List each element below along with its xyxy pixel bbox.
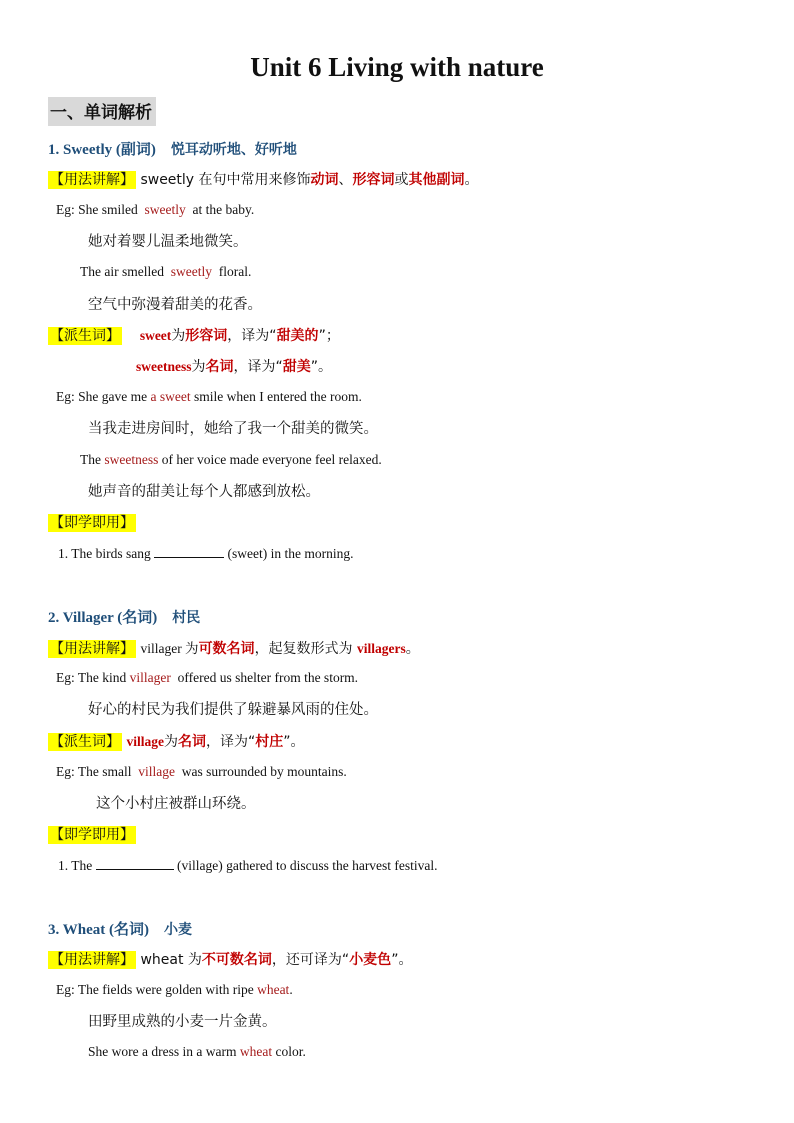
example-sentence	[56, 982, 293, 998]
word-heading-wheat	[48, 918, 192, 939]
usage-tag: 【用法讲解】	[50, 172, 134, 188]
example-sentence	[80, 452, 382, 468]
example-text: .	[289, 982, 293, 997]
example-text: Eg: The kind	[56, 670, 127, 685]
usage-key: 动词	[310, 172, 339, 188]
derivative-word: sweetness	[136, 359, 192, 374]
example-text: She wore a dress in a warm	[88, 1044, 237, 1059]
usage-text: wheat 为	[140, 952, 202, 968]
derivative-line	[48, 731, 304, 751]
example-translation: 空气中弥漫着甜美的花香。	[88, 297, 262, 313]
example-sentence	[56, 670, 358, 686]
usage-text: 或	[394, 172, 409, 188]
example-text: offered us shelter from the storm.	[177, 670, 359, 685]
derivative-line	[136, 356, 332, 376]
example-keyword: wheat	[257, 982, 290, 997]
usage-key: 不可数名词	[201, 952, 272, 968]
derivative-pos: 形容词	[185, 328, 228, 344]
word-heading-sweetly	[48, 138, 297, 159]
example-text: The	[80, 452, 101, 467]
usage-line	[48, 949, 412, 969]
derivative-tag: 【派生词】	[50, 734, 120, 750]
word-heading-cn: 小麦	[163, 922, 192, 938]
example-text: The air smelled	[80, 264, 164, 279]
question-text: 1. The birds sang	[58, 546, 151, 561]
derivative-text: 为	[171, 328, 186, 344]
example-text: floral.	[218, 264, 252, 279]
example-text: Eg: She gave me	[56, 389, 148, 404]
derivative-meaning: 甜美	[282, 359, 311, 375]
example-keyword: villager	[129, 670, 171, 685]
usage-key: 其他副词	[408, 172, 465, 188]
question-text: (sweet) in the morning.	[227, 546, 354, 561]
example-translation: 她声音的甜美让每个人都感到放松。	[88, 484, 320, 500]
derivative-text: ，译为“	[233, 359, 283, 375]
example-keyword: a sweet	[150, 389, 191, 404]
derivative-word: sweet	[139, 328, 172, 343]
example-sentence	[80, 264, 251, 280]
usage-text: ，起复数形式为	[254, 641, 353, 657]
usage-text: ，还可译为“	[271, 952, 350, 968]
usage-text: ”。	[391, 952, 413, 968]
derivative-pos: 名词	[205, 359, 234, 375]
example-text: at the baby.	[192, 202, 255, 217]
word-heading-cn: 村民	[172, 610, 201, 626]
derivative-tag: 【派生词】	[50, 328, 120, 344]
practice-tag: 【即学即用】	[50, 827, 134, 843]
example-sentence	[88, 1044, 306, 1060]
example-keyword: wheat	[239, 1044, 273, 1059]
usage-line	[48, 637, 420, 658]
usage-tag: 【用法讲解】	[50, 641, 134, 657]
example-text: was surrounded by mountains.	[181, 764, 347, 779]
usage-line	[48, 169, 479, 189]
derivative-text: ”。	[310, 359, 333, 375]
example-text: smile when I entered the room.	[193, 389, 362, 404]
example-keyword: sweetly	[170, 264, 212, 279]
practice-question	[58, 545, 353, 562]
derivative-meaning: 村庄	[255, 734, 284, 750]
derivative-text: ，译为“	[227, 328, 277, 344]
usage-key: 可数名词	[198, 641, 255, 657]
usage-text: 。	[464, 172, 479, 188]
example-text: of her voice made everyone feel relaxed.	[161, 452, 382, 467]
example-text: color.	[275, 1044, 306, 1059]
usage-text: villager 为	[140, 641, 199, 656]
page-title: Unit 6 Living with nature	[250, 52, 544, 82]
derivative-meaning: 甜美的	[276, 328, 319, 344]
word-heading-villager	[48, 606, 200, 627]
word-heading-en: 3. Wheat (名词)	[48, 922, 149, 938]
practice-question	[58, 857, 438, 874]
derivative-text: ”。	[283, 734, 305, 750]
usage-key: 小麦色	[349, 952, 392, 968]
example-sentence	[56, 389, 362, 405]
section-heading: 一、单词解析	[48, 97, 156, 126]
usage-key: 形容词	[352, 172, 395, 188]
example-sentence	[56, 764, 347, 780]
example-keyword: sweetness	[104, 452, 159, 467]
usage-text: 。	[405, 641, 420, 657]
example-translation: 当我走进房间时，她给了我一个甜美的微笑。	[88, 421, 378, 437]
derivative-text: ，译为“	[205, 734, 256, 750]
answer-blank[interactable]	[96, 857, 174, 870]
usage-text: 、	[338, 172, 353, 188]
word-heading-en: 1. Sweetly (副词)	[48, 142, 156, 158]
word-heading-en: 2. Villager (名词)	[48, 610, 158, 626]
practice-line	[48, 512, 136, 532]
word-heading-cn: 悦耳动听地、好听地	[170, 142, 297, 158]
example-text: Eg: The fields were golden with ripe	[56, 982, 254, 997]
example-text: Eg: She smiled	[56, 202, 138, 217]
example-translation: 这个小村庄被群山环绕。	[96, 796, 256, 812]
example-translation: 她对着婴儿温柔地微笑。	[88, 234, 248, 250]
usage-key: villagers	[357, 641, 406, 656]
question-text: 1. The	[58, 858, 93, 873]
derivative-word: village	[126, 734, 164, 749]
example-translation: 好心的村民为我们提供了躲避暴风雨的住处。	[88, 702, 378, 718]
example-translation: 田野里成熟的小麦一片金黄。	[88, 1014, 277, 1030]
derivative-text: 为	[163, 734, 178, 750]
derivative-line	[48, 325, 340, 345]
usage-tag: 【用法讲解】	[50, 952, 134, 968]
answer-blank[interactable]	[154, 545, 224, 558]
example-keyword: sweetly	[144, 202, 186, 217]
example-text: Eg: The small	[56, 764, 132, 779]
derivative-text: ”；	[318, 328, 340, 344]
example-keyword: village	[138, 764, 175, 779]
derivative-text: 为	[191, 359, 206, 375]
example-sentence	[56, 202, 254, 218]
question-text: (village) gathered to discuss the harvest festival.	[177, 858, 438, 873]
usage-text: sweetly 在句中常用来修饰	[140, 172, 311, 188]
practice-tag: 【即学即用】	[50, 515, 134, 531]
practice-line	[48, 824, 136, 844]
derivative-pos: 名词	[177, 734, 206, 750]
